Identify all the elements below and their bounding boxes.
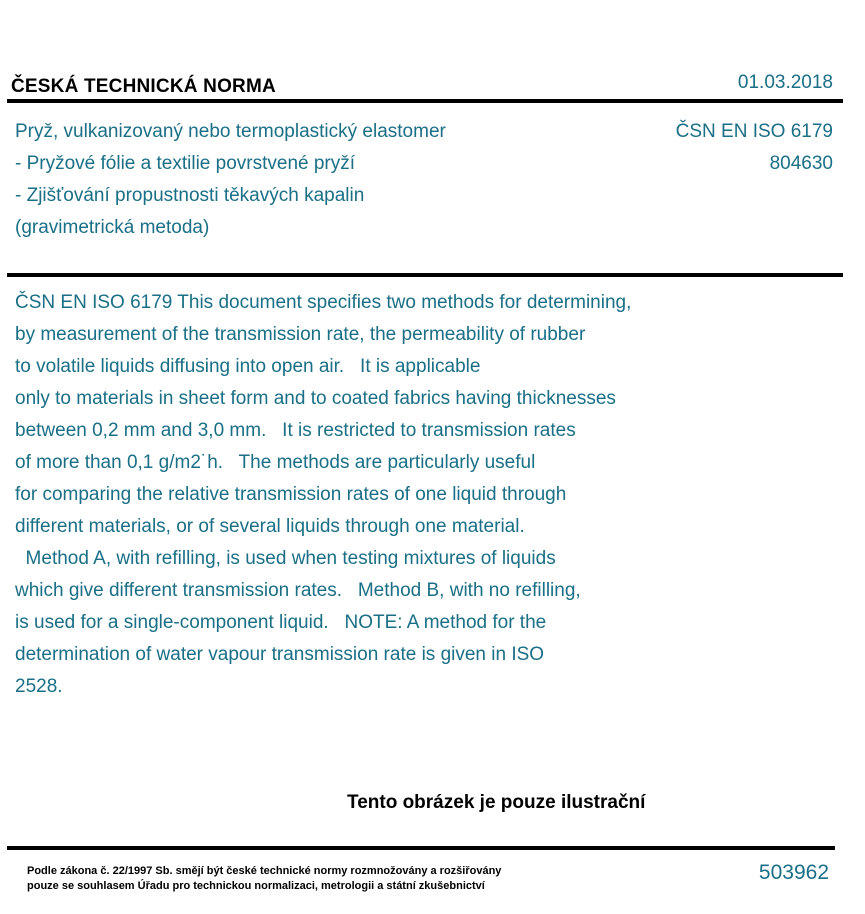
bottom-divider: [7, 846, 835, 850]
standard-title-line: - Zjišťování propustnosti těkavých kapalin: [15, 185, 365, 206]
abstract-line: different materials, or of several liquids through one material.: [15, 516, 525, 537]
abstract-line: by measurement of the transmission rate, the permeability of rubber: [15, 324, 586, 345]
abstract-line: of more than 0,1 g/m2˙h. The methods are particularly useful: [15, 452, 536, 473]
top-divider: [7, 99, 843, 103]
abstract-line: to volatile liquids diffusing into open air. It is applicable: [15, 356, 481, 377]
class-number: 804630: [769, 153, 833, 174]
header-title: ČESKÁ TECHNICKÁ NORMA: [11, 76, 276, 97]
standard-identifiers: [676, 116, 833, 180]
legal-notice: [27, 864, 501, 894]
standard-title-line: - Pryžové fólie a textilie povrstvené pryží: [15, 153, 356, 174]
abstract-line: determination of water vapour transmission rate is given in ISO: [15, 644, 545, 665]
standard-code: ČSN EN ISO 6179: [675, 121, 833, 142]
standard-title-line: Pryž, vulkanizovaný nebo termoplastický elastomer: [15, 121, 446, 142]
abstract-line: for comparing the relative transmission rates of one liquid through: [15, 484, 567, 505]
abstract-line: is used for a single-component liquid. NOTE: A method for the: [15, 612, 547, 633]
legal-notice-line: Podle zákona č. 22/1997 Sb. smějí být české technické normy rozmnožovány a rozšiřovány: [27, 865, 502, 877]
abstract-line: between 0,2 mm and 3,0 mm. It is restricted to transmission rates: [15, 420, 576, 441]
abstract: [15, 287, 631, 703]
middle-divider: [7, 273, 843, 277]
abstract-line: which give different transmission rates. Method B, with no refilling,: [15, 580, 581, 601]
abstract-line: only to materials in sheet form and to coated fabrics having thicknesses: [15, 388, 616, 409]
abstract-line: ČSN EN ISO 6179 This document specifies two methods for determining,: [15, 292, 632, 313]
abstract-line: 2528.: [15, 676, 63, 697]
standard-title-line: (gravimetrická metoda): [15, 217, 210, 238]
legal-notice-line: pouze se souhlasem Úřadu pro technickou normalizaci, metrologii a státní zkušebnictví: [27, 880, 485, 892]
document-number: 503962: [758, 861, 829, 884]
abstract-line: Method A, with refilling, is used when testing mixtures of liquids: [15, 548, 556, 569]
standard-title: [15, 116, 446, 244]
publication-date: 01.03.2018: [737, 72, 833, 93]
illustrative-note: Tento obrázek je pouze ilustrační: [347, 792, 646, 813]
